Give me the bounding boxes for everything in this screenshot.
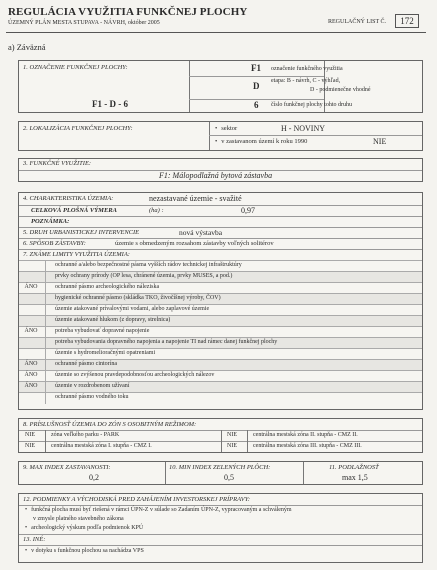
limit-row: ÁNO potreba vybudovať dopravné napojenie — [19, 326, 422, 337]
limit-row: ÁNO územie so zvýšenou pravdepodobnosťou archeologických nálezov — [19, 370, 422, 381]
sheet-number: 172 — [395, 14, 419, 28]
built-index-value: 0,2 — [89, 473, 99, 482]
limits-list — [19, 260, 422, 410]
stage-desc-2: D - podmienečne vhodné — [310, 87, 371, 93]
designation-number: 6 — [254, 100, 259, 110]
limit-row: územie s hydromelioračnými opatreniami — [19, 348, 422, 359]
limit-row: hygienické ochranné pásmo (skládka TKO, živočíšnej výroby, ČOV) — [19, 293, 422, 304]
designation-f1: F1 — [251, 63, 261, 73]
built-label: • v zastavanom území k roku 1990 — [215, 138, 307, 145]
zone-text: centrálna mestská zóna II. stupňa - CMZ II. — [253, 432, 358, 438]
box-function — [18, 158, 423, 182]
area-unit: (ha) : — [149, 207, 164, 214]
box-characteristics — [18, 192, 423, 410]
zone-tag: NIE — [25, 443, 35, 449]
limit-row: ochranné pásmo vodného toku — [19, 392, 422, 403]
limit-row: územie atakované prívalovými vodami, alebo zaplavové územie — [19, 304, 422, 315]
box-conditions — [18, 493, 423, 563]
number-desc: číslo funkčnej plochy tohto druhu — [271, 102, 352, 108]
limit-row: ÁNO ochranné pásmo archeologického náleziska — [19, 282, 422, 293]
location-label: 2. LOKALIZÁCIA FUNKČNEJ PLOCHY: — [23, 125, 133, 132]
note-label: POZNÁMKA: — [31, 218, 70, 225]
area-value: 0,97 — [241, 206, 255, 215]
built-value: NIE — [373, 137, 387, 146]
limit-row: potreba vybudovania dopravného napojenia a napojenie TI nad rámec danej funkčnej plochy — [19, 337, 422, 348]
function-value: F1: Málopodlažná bytová zástavba — [159, 171, 273, 180]
limits-label: 7. ZNÁME LIMITY VYUŽITIA ÚZEMIA: — [23, 251, 130, 258]
header-divider — [6, 32, 426, 33]
intervention-label: 5. DRUH URBANISTICKEJ INTERVENCIE — [23, 229, 140, 236]
limit-row: územie atakované hlukom (z dopravy, strelnica) — [19, 315, 422, 326]
green-index-value: 0,5 — [224, 473, 234, 482]
box-location — [18, 121, 423, 151]
limit-row: ÁNO ochranné pásmo cintorína — [19, 359, 422, 370]
limit-row: prvky ochrany prírody (OP lesa, chránené územia, prvky MUSES, a pod.) — [19, 271, 422, 282]
other-item: • v dotyku s funkčnou plochou sa nachádza VPS — [25, 548, 144, 554]
designation-stage: D — [253, 81, 260, 91]
box-special-zones — [18, 418, 423, 453]
zone-text: zóna veľkého parku - PARK — [51, 432, 120, 438]
section-binding-heading: a) Záväzná — [8, 42, 46, 52]
document-title: REGULÁCIA VYUŽITIA FUNKČNEJ PLOCHY — [8, 6, 248, 18]
zone-tag: NIE — [227, 432, 237, 438]
condition-item-cont: v zmysle platného stavebného zákona — [33, 516, 124, 522]
limit-row: ochranné a/alebo bezpečnostné pásma vyšších rádov technickej infraštruktúry — [19, 260, 422, 271]
build-method-label: 6. SPÔSOB ZÁSTAVBY: — [23, 240, 86, 247]
box-designation — [18, 60, 423, 113]
zone-tag: NIE — [227, 443, 237, 449]
char-label: 4. CHARAKTERISTIKA ÚZEMIA: — [23, 195, 114, 202]
green-index-label: 10. MIN INDEX ZELENÝCH PLÔCH: — [169, 464, 271, 471]
limit-row: ÁNO územie v rozdrobenom užívaní — [19, 381, 422, 392]
build-method-value: územie s obmedzeným rozsahom zástavby voľných solitérov — [115, 240, 274, 247]
condition-item: • archeologický výskum podľa podmienok KPÚ — [25, 525, 143, 531]
zone-text: centrálna mestská zóna I. stupňa - CMZ I. — [51, 443, 152, 449]
designation-code: F1 - D - 6 — [92, 99, 128, 109]
document-subtitle: ÚZEMNÝ PLÁN MESTA STUPAVA - NÁVRH, október 2005 — [8, 20, 160, 26]
sector-value: H - NOVINY — [281, 124, 325, 133]
sheet-label: REGULAČNÝ LIST Č. — [328, 19, 387, 25]
condition-item: • funkčná plocha musí byť riešená v rámci ÚPN-Z v súlade so Zadaním ÚPN-Z, vypracovaným a schváleným — [25, 507, 292, 513]
floors-label: 11. PODLAŽNOSŤ — [329, 464, 379, 471]
f1-desc: označenie funkčného využitia — [271, 66, 343, 72]
intervention-value: nová výstavba — [179, 228, 223, 237]
zone-tag: NIE — [25, 432, 35, 438]
stage-desc: etapa: B - návrh, C - výhľad, — [271, 78, 341, 84]
char-value: nezastavané územie - svažité — [149, 194, 242, 203]
sector-label: • sektor — [215, 125, 237, 132]
designation-label: 1. OZNAČENIE FUNKČNEJ PLOCHY: — [23, 64, 128, 71]
zone-text: centrálna mestská zóna III. stupňa - CMZ III. — [253, 443, 362, 449]
floors-value: max 1,5 — [342, 473, 368, 482]
other-label: 13. INÉ: — [23, 536, 46, 543]
conditions-label: 12. PODMIENKY A VÝCHODISKÁ PRED ZAHÁJENÍM INVESTORSKEJ PRÍPRAVY: — [23, 496, 251, 503]
zones-label: 8. PRÍSLUŠNOSŤ ÚZEMIA DO ZÓN S OSOBITNÝM REŽIMOM: — [23, 421, 197, 428]
function-label: 3. FUNKČNÉ VYUŽITIE: — [23, 160, 92, 167]
area-label: CELKOVÁ PLOŠNÁ VÝMERA — [31, 207, 117, 214]
built-index-label: 9. MAX INDEX ZASTAVANOSTI: — [23, 464, 111, 471]
box-indices — [18, 461, 423, 485]
